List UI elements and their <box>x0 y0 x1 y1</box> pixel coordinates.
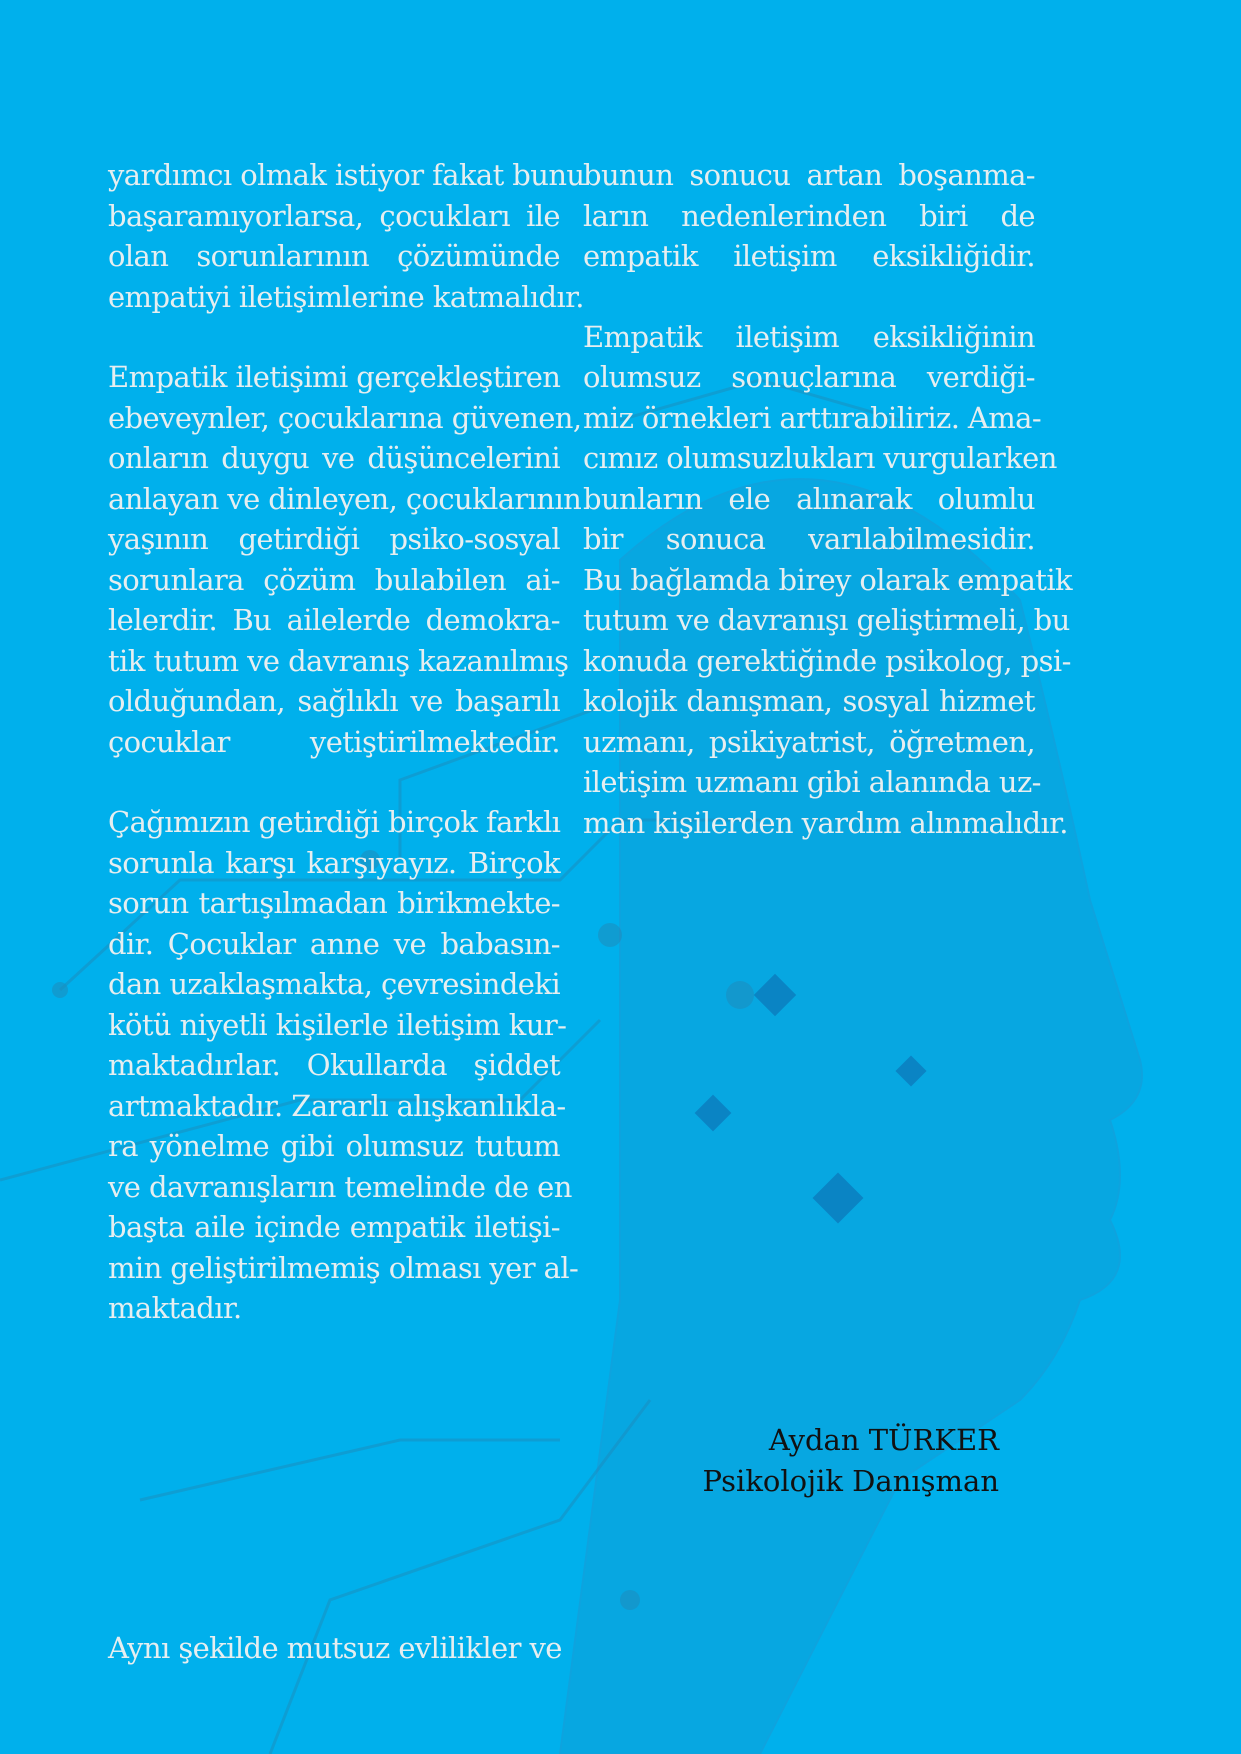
text-line: artmaktadır. Zararlı alışkanlıkla- <box>108 1088 566 1123</box>
text-line: man kişilerden yardım alınmalıdır. <box>583 805 1068 840</box>
text-line: olan sorunlarının çözümünde <box>108 239 560 273</box>
text-line: cımız olumsuzlukları vurgularken <box>583 441 1057 475</box>
text-line: başta aile içinde empatik iletişi- <box>108 1210 560 1244</box>
text-line: olduğundan, sağlıklı ve başarılı <box>108 684 560 718</box>
text-line: bunların ele alınarak olumlu <box>583 481 1035 516</box>
left-column <box>108 155 585 1369</box>
text-line: sorunlara çözüm bulabilen ai- <box>108 562 560 597</box>
text-line: dan uzaklaşmakta, çevresindeki <box>108 967 560 1001</box>
signature-block <box>702 1420 999 1502</box>
text-line: kolojik danışman, sosyal hizmet <box>583 684 1035 718</box>
paragraph <box>108 155 585 317</box>
author-title: Psikolojik Danışman <box>702 1464 999 1498</box>
text-line: lelerdir. Bu ailelerde demokra- <box>108 603 560 637</box>
text-line: uzmanı, psikiyatrist, öğretmen, <box>583 724 1035 759</box>
text-line: kötü niyetli kişilerle iletişim kur- <box>108 1007 567 1042</box>
text-line: yardımcı olmak istiyor fakat bunu <box>108 158 585 192</box>
text-line: konuda gerektiğinde psikolog, psi- <box>583 643 1071 678</box>
text-line: maktadırlar. Okullarda şiddet <box>108 1048 560 1082</box>
text-line: miz örnekleri arttırabiliriz. Ama- <box>583 400 1042 435</box>
text-line: Empatik iletişim eksikliğinin <box>583 319 1035 354</box>
paragraph <box>108 357 582 762</box>
text-line: Bu bağlamda birey olarak empatik <box>583 562 1073 597</box>
text-line: Çağımızın getirdiği birçok farklı <box>108 805 561 839</box>
text-line: ra yönelme gibi olumsuz tutum <box>108 1129 560 1163</box>
text-line: empatik iletişim eksikliğidir. <box>583 239 1035 273</box>
text-line: onların duygu ve düşüncelerini <box>108 441 560 475</box>
author-name: Aydan TÜRKER <box>768 1423 999 1457</box>
continuation-line: Aynı şekilde mutsuz evlilikler ve <box>108 1631 562 1665</box>
paragraph <box>108 802 579 1329</box>
text-line: sorunla karşı karşıyayız. Birçok <box>108 845 560 880</box>
text-line: min geliştirilmemiş olması yer al- <box>108 1250 579 1285</box>
paragraph <box>583 155 1035 277</box>
text-line: empatiyi iletişimlerine katmalıdır. <box>108 279 584 314</box>
text-line: ların nedenlerinden biri de <box>583 198 1035 233</box>
text-line: başaramıyorlarsa, çocukları ile <box>108 198 560 233</box>
text-line: Empatik iletişimi gerçekleştiren <box>108 360 561 394</box>
text-line: maktadır. <box>108 1291 242 1325</box>
text-line: dir. Çocuklar anne ve babasın- <box>108 926 560 961</box>
text-line: iletişim uzmanı gibi alanında uz- <box>583 765 1041 799</box>
text-line: sorun tartışılmadan birikmekte- <box>108 886 560 920</box>
text-line: ebeveynler, çocuklarına güvenen, <box>108 400 582 435</box>
text-line: tik tutum ve davranış kazanılmış <box>108 643 569 678</box>
text-line: olumsuz sonuçlarına verdiği- <box>583 360 1035 394</box>
text-line: çocuklar yetiştirilmektedir. <box>108 724 560 759</box>
text-line: tutum ve davranışı geliştirmeli, bu <box>583 603 1070 637</box>
text-line: bunun sonucu artan boşanma- <box>583 158 1035 192</box>
paragraph <box>583 317 1073 844</box>
text-line: anlayan ve dinleyen, çocuklarının <box>108 481 582 516</box>
text-line: yaşının getirdiği psiko-sosyal <box>108 522 560 556</box>
right-column <box>583 155 1073 883</box>
text-line: bir sonuca varılabilmesidir. <box>583 522 1035 556</box>
text-line: ve davranışların temelinde de en <box>108 1169 572 1204</box>
